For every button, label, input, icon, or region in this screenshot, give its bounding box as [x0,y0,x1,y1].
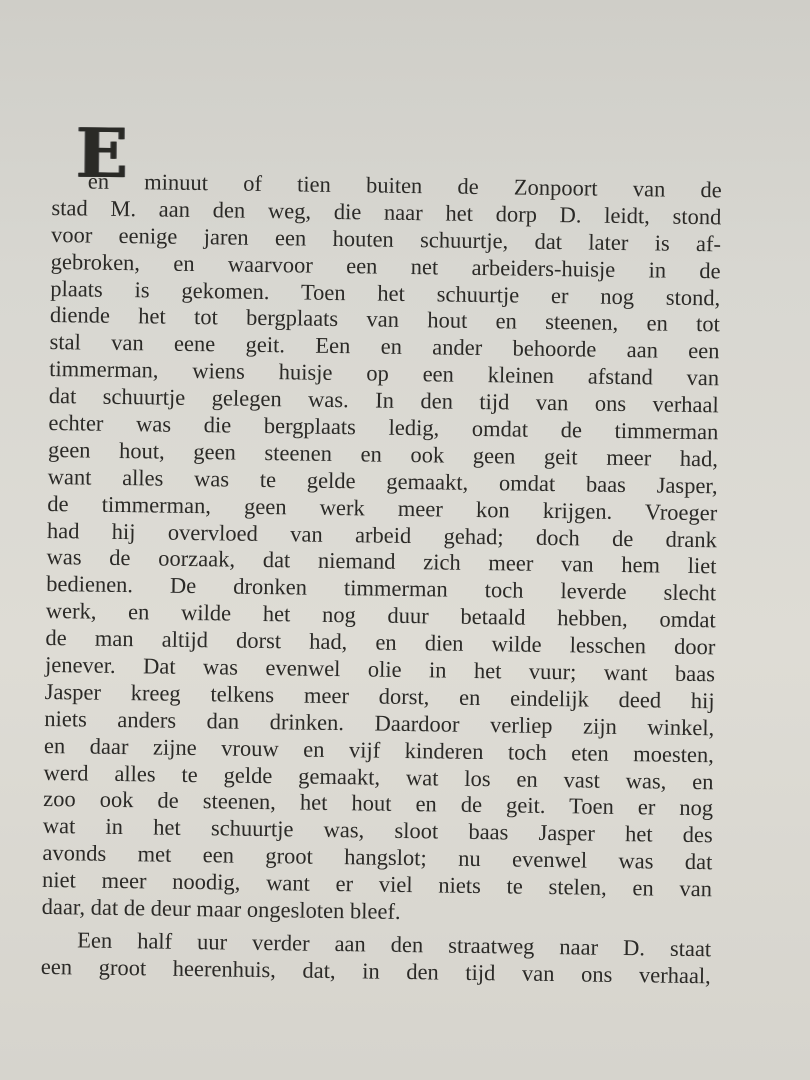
text-line: stad M. aan den weg, die naar het dorp D. leidt, stond [51,194,722,230]
text-line: diende het tot bergplaats van hout en steenen, en tot [49,302,721,337]
text-line: werd alles te gelde gemaakt, wat los en vast was, en [43,759,714,794]
text-line: en minuut of tien buiten de Zonpoort van de [87,168,722,203]
text-line: stal van eene geit. Een en ander behoorde aan een [49,329,720,364]
text-line: bedienen. De dronken timmerman toch leverde slecht [46,571,717,606]
text-line: niet meer noodig, want er viel niets te stelen, en van [41,867,713,902]
text-line: zoo ook de steenen, het hout en de geit. Toen er nog [43,786,714,821]
drop-cap-letter: E [75,113,129,195]
text-line: plaats is gekomen. Toen het schuurtje er nog stond, [50,275,721,310]
text-line: Een half uur verder aan den straatweg naar D. staat [77,927,712,962]
text-line: echter was die bergplaats ledig, omdat de timmerman [48,409,719,445]
body-text [41,168,722,990]
text-line: daar, dat de deur maar ongesloten bleef. [41,893,401,924]
text-line: een groot heerenhuis, dat, in den tijd van ons verhaal, [40,953,711,989]
text-line: geen hout, geen steenen en ook geen geit meer had, [47,436,719,472]
text-line: wat in het schuurtje was, sloot baas Jasper het des [42,813,713,848]
text-line: had hij overvloed van arbeid gehad; doch de drank [46,517,718,552]
text-line: jenever. Dat was evenwel olie in het vuur; want baas [44,651,716,687]
text-line: gebroken, en waarvoor een net arbeiders-huisje in de [50,248,721,284]
text-line: niets anders dan drinken. Daardoor verliep zijn winkel, [44,705,715,741]
text-line: voor eenige jaren een houten schuurtje, dat later is af- [50,221,722,257]
text-line: was de oorzaak, dat niemand zich meer van hem liet [46,544,717,579]
text-line: want alles was te gelde gemaakt, omdat baas Jasper, [47,463,718,499]
text-line: de man altijd dorst had, en dien wilde lesschen door [45,625,716,660]
paragraph-1 [41,168,721,930]
paragraph-2 [41,927,712,990]
text-line: de timmerman, geen werk meer kon krijgen. Vroeger [47,490,718,526]
text-line: timmerman, wiens huisje op een kleinen afstand van [49,356,720,391]
text-line: Jasper kreeg telkens meer dorst, en eindelijk deed hij [44,678,715,714]
text-line: en daar zijne vrouw en vijf kinderen toch eten moesten, [43,732,715,768]
text-line: werk, en wilde het nog duur betaald hebben, omdat [45,598,716,633]
text-line: dat schuurtje gelegen was. In den tijd van ons verhaal [48,383,719,418]
text-line: avonds met een groot hangslot; nu evenwel was dat [42,840,713,875]
